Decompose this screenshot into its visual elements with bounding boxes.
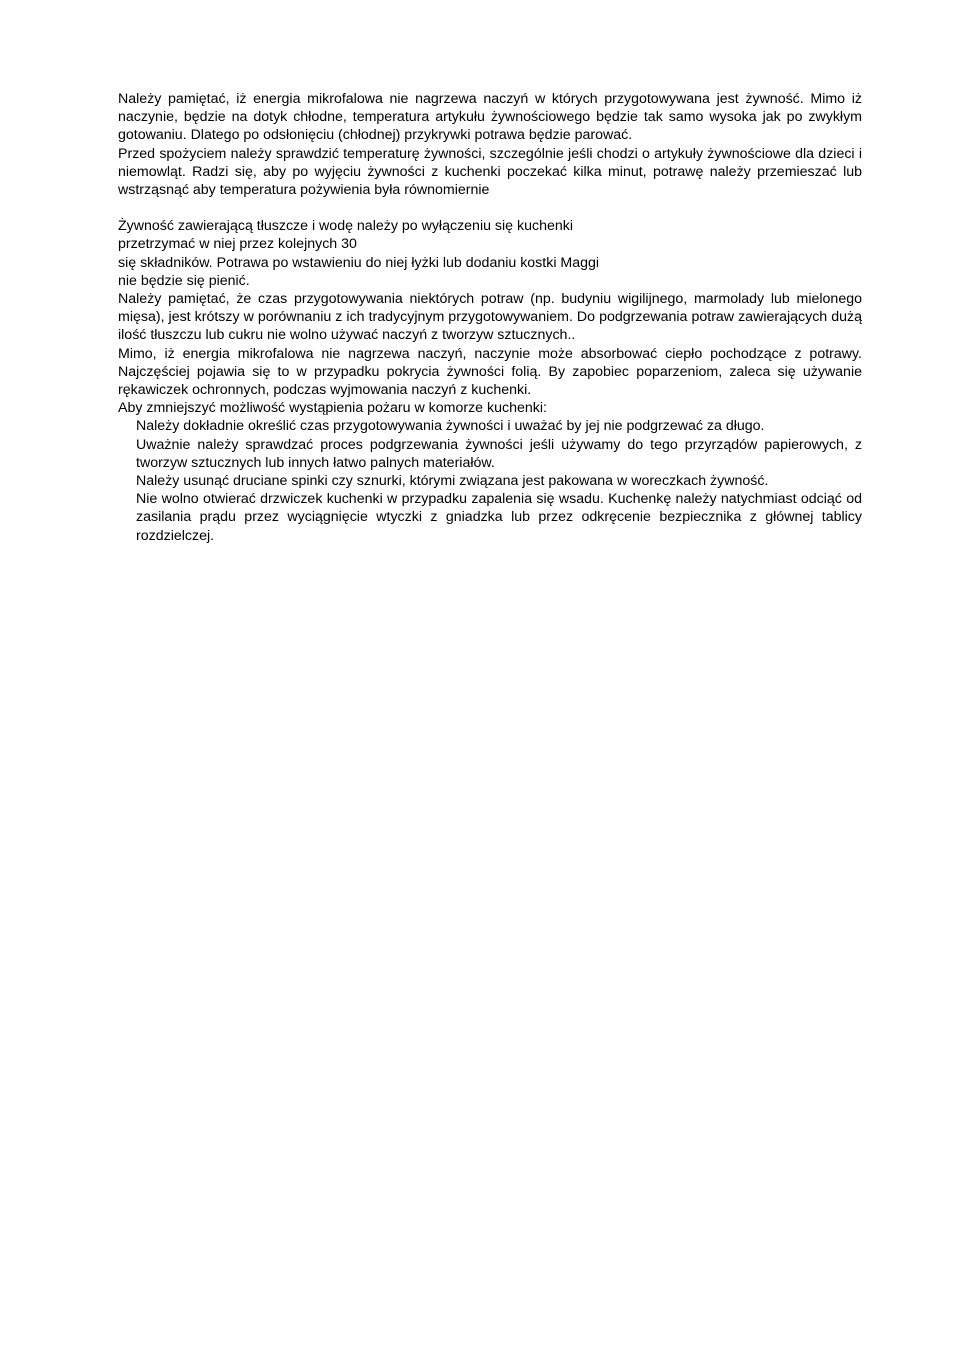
fragment-line-4: nie będzie się pienić.	[118, 272, 250, 289]
document-page	[118, 90, 862, 545]
fragment-line-2: przetrzymać w niej przez kolejnych 30	[118, 236, 357, 253]
list-item: Należy dokładnie określić czas przygotowywania żywności i uważać by jej nie podgrzewać za długo.	[136, 418, 765, 435]
paragraph-dish-heating: Należy pamiętać, iż energia mikrofalowa nie nagrzewa naczyń w których przygotowywana jest żywność. Mimo iż naczynie, będzie na dotyk chłodne, temperatura artykułu żywnościowego będzie tak samo wysoka jak po zwykłym gotowaniu. Dlatego po odsłonięciu (chłodnej) przykrywki potrawa będzie parować.	[118, 91, 862, 144]
list-item: Należy usunąć druciane spinki czy sznurki, którymi związana jest pakowana w woreczkach żywność.	[136, 473, 769, 490]
fire-safety-list	[118, 417, 862, 544]
paragraph-gap	[118, 199, 862, 217]
paragraph-dish-absorbs-heat: Mimo, iż energia mikrofalowa nie nagrzewa naczyń, naczynie może absorbować ciepło pochodzące z potrawy. Najczęściej pojawia się to w przypadku pokrycia żywności folią. By zapobiec poparzeniom, zaleca się używanie rękawiczek ochronnych, podczas wyjmowania naczyń z kuchenki.	[118, 345, 862, 399]
list-item: Nie wolno otwierać drzwiczek kuchenki w przypadku zapalenia się wsadu. Kuchenkę należy natychmiast odciąć od zasilania prądu przez wyciągnięcie wtyczki z gniadzka lub przez odkręcenie bezpiecznika z głównej tablicy rozdzielczej.	[136, 491, 862, 544]
fragment-line-1: Żywność zawierającą tłuszcze i wodę należy po wyłączeniu się kuchenki	[118, 218, 573, 235]
paragraph-check-temperature: Przed spożyciem należy sprawdzić temperaturę żywności, szczególnie jeśli chodzi o artykuły żywnościowe dla dzieci i niemowląt. Radzi się, aby po wyjęciu żywności z kuchenki poczekać kilka minut, potrawę należy przemieszać lub wstrząsnąć aby temperatura pożywienia była równomiernie	[118, 145, 862, 199]
fragment-line-3: się składników. Potrawa po wstawieniu do niej łyżki lub dodaniu kostki Maggi	[118, 254, 600, 271]
paragraph-fire-intro: Aby zmniejszyć możliwość wystąpienia pożaru w komorze kuchenki:	[118, 400, 547, 417]
paragraph-cooking-time: Należy pamiętać, że czas przygotowywania niektórych potraw (np. budyniu wigilijnego, marmolady lub mielonego mięsa), jest krótszy w porównaniu z ich tradycyjnym przygotowywaniem. Do podgrzewania potraw zawierających dużą ilość tłuszczu lub cukru nie wolno używać naczyń z tworzyw sztucznych..	[118, 291, 862, 344]
list-item: Uważnie należy sprawdzać proces podgrzewania żywności jeśli używamy do tego przyrządów papierowych, z tworzyw sztucznych lub innych łatwo palnych materiałów.	[136, 436, 862, 471]
